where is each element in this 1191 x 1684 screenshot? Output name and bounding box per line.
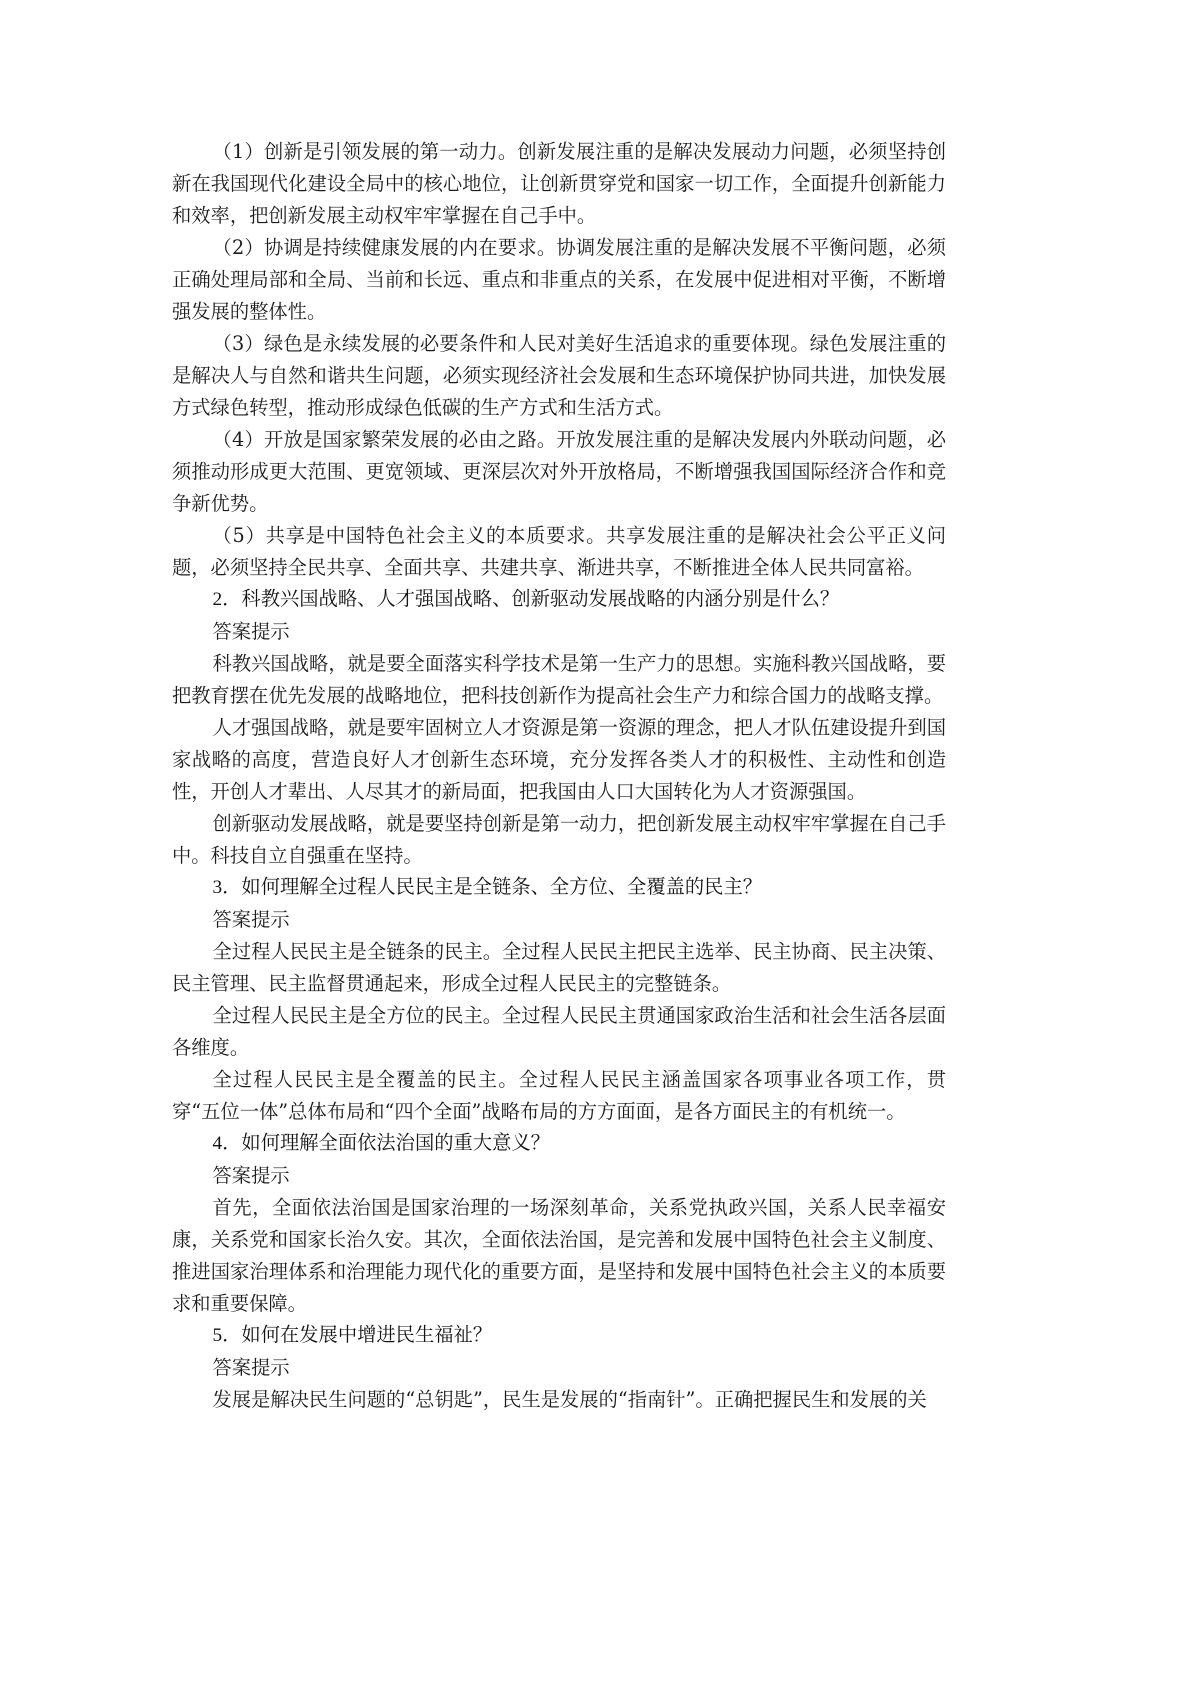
answer-label: 答案提示 [212, 1164, 290, 1187]
question-heading: 5．如何在发展中增进民生福祉？ [212, 1325, 493, 1346]
document-page [172, 136, 946, 1416]
question-heading: 2．科教兴国战略、人才强国战略、创新驱动发展战略的内涵分别是什么？ [212, 589, 840, 610]
answer-paragraph: 全过程人民民主是全链条的民主。全过程人民民主把民主选举、民主协商、民主决策、民主管理、民主监督贯通起来，形成全过程人民民主的完整链条。 [172, 940, 946, 995]
answer-paragraph: 创新驱动发展战略，就是要坚持创新是第一动力，把创新发展主动权牢牢掌握在自己手中。科技自立自强重在坚持。 [172, 812, 946, 867]
answer-paragraph: 科教兴国战略，就是要全面落实科学技术是第一生产力的思想。实施科教兴国战略，要把教育摆在优先发展的战略地位，把科技创新作为提高社会生产力和综合国力的战略支撑。 [172, 652, 946, 707]
answer-paragraph: 全过程人民民主是全方位的民主。全过程人民民主贯通国家政治生活和社会生活各层面各维度。 [172, 1004, 946, 1059]
question-heading: 4．如何理解全面依法治国的重大意义？ [212, 1133, 550, 1154]
answer-paragraph: 全过程人民民主是全覆盖的民主。全过程人民民主涵盖国家各项事业各项工作，贯穿“五位一体”总体布局和“四个全面”战略布局的方方面面，是各方面民主的有机统一。 [172, 1068, 946, 1123]
point-paragraph: （4）开放是国家繁荣发展的必由之路。开放发展注重的是解决发展内外联动问题，必须推动形成更大范围、更宽领域、更深层次对外开放格局，不断增强我国国际经济合作和竞争新优势。 [172, 428, 946, 515]
answer-label: 答案提示 [212, 1356, 290, 1379]
question-heading: 3．如何理解全过程人民民主是全链条、全方位、全覆盖的民主？ [212, 877, 763, 898]
point-paragraph: （2）协调是持续健康发展的内在要求。协调发展注重的是解决发展不平衡问题，必须正确处理局部和全局、当前和长远、重点和非重点的关系，在发展中促进相对平衡，不断增强发展的整体性。 [172, 236, 946, 323]
answer-label: 答案提示 [212, 620, 290, 643]
point-paragraph: （5）共享是中国特色社会主义的本质要求。共享发展注重的是解决社会公平正义问题，必须坚持全民共享、全面共享、共建共享、渐进共享，不断推进全体人民共同富裕。 [172, 524, 946, 579]
point-paragraph: （1）创新是引领发展的第一动力。创新发展注重的是解决发展动力问题，必须坚持创新在我国现代化建设全局中的核心地位，让创新贯穿党和国家一切工作，全面提升创新能力和效率，把创新发展主动权牢牢掌握在自己手中。 [172, 140, 946, 227]
answer-paragraph: 首先，全面依法治国是国家治理的一场深刻革命，关系党执政兴国，关系人民幸福安康，关系党和国家长治久安。其次，全面依法治国，是完善和发展中国特色社会主义制度、推进国家治理体系和治理能力现代化的重要方面，是坚持和发展中国特色社会主义的本质要求和重要保障。 [172, 1196, 946, 1315]
point-paragraph: （3）绿色是永续发展的必要条件和人民对美好生活追求的重要体现。绿色发展注重的是解决人与自然和谐共生问题，必须实现经济社会发展和生态环境保护协同共进，加快发展方式绿色转型，推动形成绿色低碳的生产方式和生活方式。 [172, 332, 946, 419]
answer-paragraph: 发展是解决民生问题的“总钥匙”，民生是发展的“指南针”。正确把握民生和发展的关 [212, 1388, 927, 1411]
answer-label: 答案提示 [212, 908, 290, 931]
answer-paragraph: 人才强国战略，就是要牢固树立人才资源是第一资源的理念，把人才队伍建设提升到国家战略的高度，营造良好人才创新生态环境，充分发挥各类人才的积极性、主动性和创造性，开创人才辈出、人尽其才的新局面，把我国由人口大国转化为人才资源强国。 [172, 716, 946, 803]
